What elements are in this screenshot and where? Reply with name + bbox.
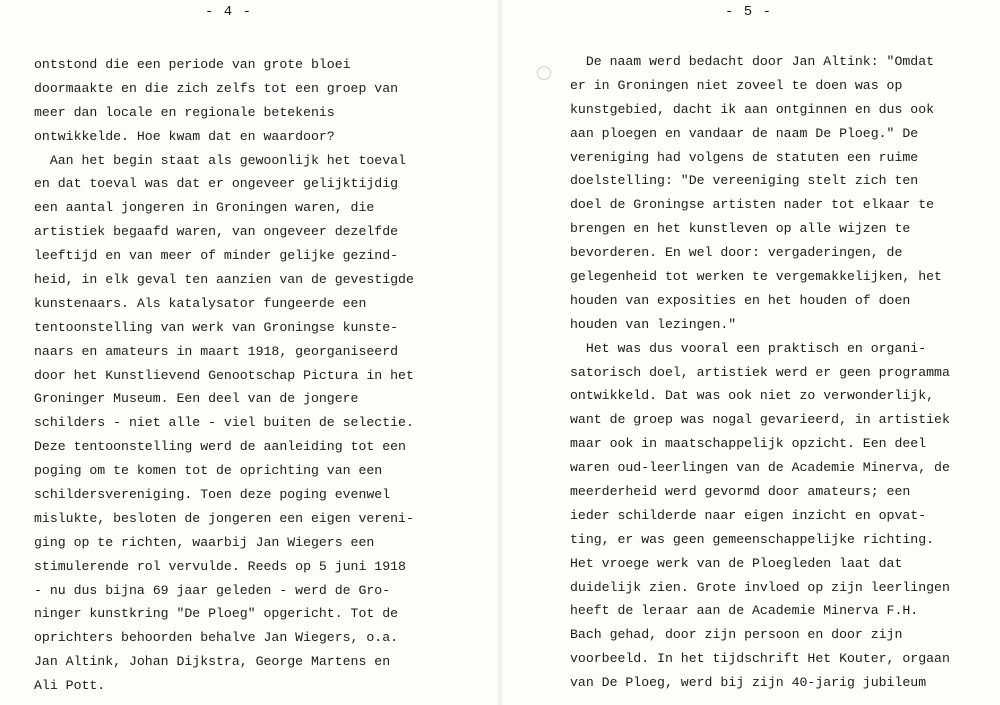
text-line: voorbeeld. In het tijdschrift Het Kouter, orgaan — [570, 651, 950, 667]
text-line: Jan Altink, Johan Dijkstra, George Martens en — [34, 654, 391, 670]
punch-hole-mark — [537, 66, 551, 80]
text-line: doel de Groningse artisten nader tot elkaar te — [570, 197, 935, 213]
text-line: ging op te richten, waarbij Jan Wiegers een — [34, 534, 375, 550]
text-line: leeftijd en van meer of minder gelijke gezind- — [34, 248, 399, 264]
text-line: want de groep was nogal gevarieerd, in artistiek — [570, 412, 950, 428]
page-text — [34, 53, 414, 698]
text-line: brengen en het kunstleven op alle wijzen te — [570, 221, 911, 237]
text-line: satorisch doel, artistiek werd er geen programma — [570, 364, 950, 380]
text-line: aan ploegen en vandaar de naam De Ploeg." De — [570, 125, 919, 141]
text-line: - nu dus bijna 69 jaar geleden - werd de Gro- — [34, 582, 391, 598]
text-line: stimulerende rol vervulde. Reeds op 5 juni 1918 — [34, 558, 406, 574]
text-line: ontstond die een periode van grote bloei — [34, 57, 351, 72]
text-line: poging om te komen tot de oprichting van een — [34, 463, 383, 479]
text-line: Bach gehad, door zijn persoon en door zijn — [570, 627, 903, 643]
text-line: meerderheid werd gevormd door amateurs; een — [570, 484, 911, 500]
text-line: en dat toeval was dat er ongeveer gelijktijdig — [34, 176, 399, 192]
text-line: door het Kunstlievend Genootschap Pictura in het — [34, 367, 414, 383]
text-line: heeft de leraar aan de Academie Minerva F.H. — [570, 603, 919, 619]
text-line: Aan het begin staat als gewoonlijk het toeval — [34, 152, 406, 168]
text-line: meer dan locale en regionale betekenis — [34, 104, 335, 120]
text-line: tentoonstelling van werk van Groningse kunste- — [34, 319, 399, 335]
text-line: houden van exposities en het houden of doen — [570, 292, 911, 308]
text-line: naars en amateurs in maart 1918, georganiseerd — [34, 343, 399, 359]
page-text — [570, 50, 950, 695]
text-line: er in Groningen niet zoveel te doen was op — [570, 77, 903, 93]
text-line: houden van lezingen." — [570, 316, 737, 332]
page-number: - 5 - — [725, 4, 773, 20]
page-number: - 4 - — [205, 4, 253, 20]
text-line: ieder schilderde naar eigen inzicht en opvat- — [570, 507, 927, 523]
text-line: waren oud-leerlingen van de Academie Minerva, de — [570, 460, 950, 476]
text-line: vereniging had volgens de statuten een ruime — [570, 149, 919, 165]
text-line: ontwikkelde. Hoe kwam dat en waardoor? — [34, 128, 335, 144]
text-line: Het was dus vooral een praktisch en organi- — [570, 340, 927, 356]
text-line: duidelijk zien. Grote invloed op zijn leerlingen — [570, 579, 950, 595]
text-line: schildersvereniging. Toen deze poging evenwel — [34, 487, 391, 503]
text-line: Groninger Museum. Een deel van de jongere — [34, 391, 359, 407]
text-line: kunstenaars. Als katalysator fungeerde een — [34, 295, 367, 311]
text-line: gelegenheid tot werken te vergemakkelijken, het — [570, 269, 942, 285]
text-line: een aantal jongeren in Groningen waren, die — [34, 200, 375, 216]
text-line: bevorderen. En wel door: vergaderingen, de — [570, 245, 903, 261]
text-line: schilders - niet alle - viel buiten de selectie. — [34, 415, 414, 431]
text-line: ting, er was geen gemeenschappelijke richting. — [570, 531, 935, 547]
text-line: oprichters behoorden behalve Jan Wiegers, o.a. — [34, 630, 399, 646]
right-page — [500, 0, 1000, 705]
text-line: mislukte, besloten de jongeren een eigen vereni- — [34, 510, 414, 526]
text-line: artistiek begaafd waren, van ongeveer dezelfde — [34, 224, 399, 240]
text-line: doelstelling: "De vereeniging stelt zich ten — [570, 173, 919, 189]
text-line: ontwikkeld. Dat was ook niet zo verwonderlijk, — [570, 388, 935, 404]
text-line: van De Ploeg, werd bij zijn 40-jarig jubileum — [570, 675, 927, 691]
text-line: Het vroege werk van de Ploegleden laat dat — [570, 555, 903, 571]
text-line: maar ook in maatschappelijk opzicht. Een deel — [570, 436, 927, 452]
text-line: Ali Pott. — [34, 678, 106, 694]
text-line: kunstgebied, dacht ik aan ontginnen en dus ook — [570, 101, 935, 117]
text-line: heid, in elk geval ten aanzien van de gevestigde — [34, 272, 414, 288]
text-line: ninger kunstkring "De Ploeg" opgericht. Tot de — [34, 606, 399, 622]
text-line: De naam werd bedacht door Jan Altink: "Omdat — [570, 54, 935, 69]
text-line: doormaakte en die zich zelfs tot een groep van — [34, 80, 399, 96]
text-line: Deze tentoonstelling werd de aanleiding tot een — [34, 439, 406, 455]
